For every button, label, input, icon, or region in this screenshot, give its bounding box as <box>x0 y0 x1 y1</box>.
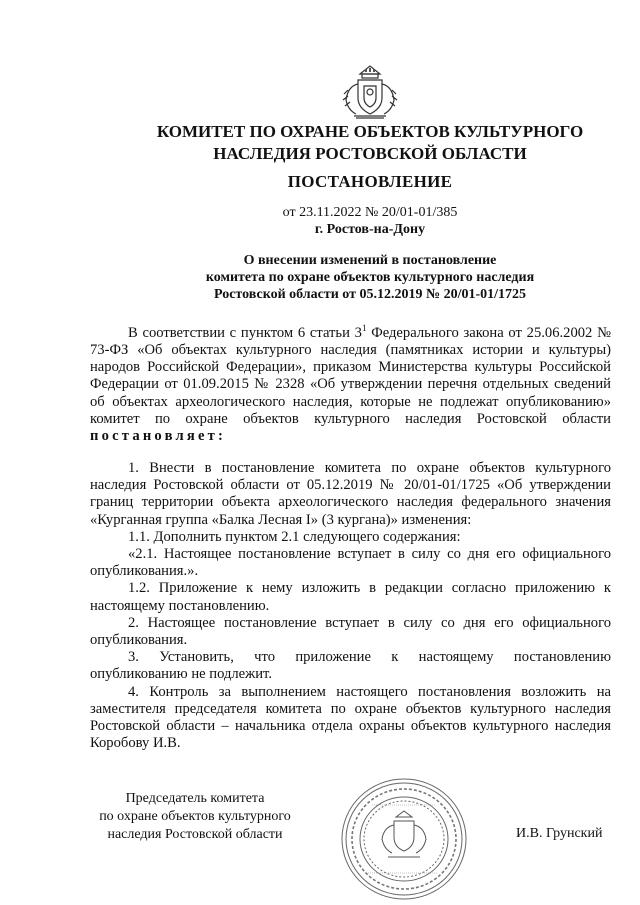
subject-line-1: О внесении изменений в постановление <box>243 253 497 268</box>
official-seal-icon <box>338 775 470 903</box>
position-line-1: Председатель комитета <box>125 791 265 806</box>
item-3: 3. Установить, что приложение к настоящему постановлению опубликованию не подлежит. <box>90 649 611 683</box>
document-type: ПОСТАНОВЛЕНИЕ <box>287 172 453 191</box>
decree-word: постановляет: <box>90 428 227 445</box>
item-1: 1. Внести в постановление комитета по охране объектов культурного наследия Ростовской области от 05.12.2019 № 20/01-01/1725 «Об утверждении границ территории объекта археологического наследия федерального значения «Курганная группа «Балка Лесная I» (3 кургана)» изменения: <box>90 460 611 528</box>
signatory-name: И.В. Грунский <box>516 826 603 841</box>
preamble-text-2: Федерального закона от 25.06.2002 № 73-ФЗ «Об объектах культурного наследия (памятниках истории и культуры) народов Российской Федерации», приказом Министерства культуры Российской Федерации от 01.09.2015 № 2328 «Об утверждении перечня отдельных сведений об объектах археологического наследия, которые не подлежат опубликованию» комитет по охране объектов культурного наследия Ростовской области <box>90 324 611 427</box>
preamble-superscript: 1 <box>361 323 367 333</box>
item-1-2: 1.2. Приложение к нему изложить в редакции согласно приложению к настоящему постановлению. <box>90 580 611 614</box>
signatory-position <box>90 790 300 844</box>
document-subject <box>150 252 590 303</box>
subject-line-2: комитета по охране объектов культурного наследия <box>205 270 535 285</box>
item-4: 4. Контроль за выполнением настоящего постановления возложить на заместителя председателя комитета по охране объектов культурного наследия Ростовской области – начальника отдела охраны объектов культурного наследия Коробову И.В. <box>90 683 611 752</box>
item-1-1-quote: «2.1. Настоящее постановление вступает в силу со дня его официального опубликования.». <box>90 546 611 580</box>
date-and-number: от 23.11.2022 № 20/01-01/385 <box>282 205 458 220</box>
coat-of-arms-icon <box>338 60 402 124</box>
preamble-paragraph <box>90 320 611 445</box>
position-line-2: по охране объектов культурного <box>99 809 291 824</box>
city: г. Ростов-на-Дону <box>314 222 426 237</box>
item-1-1: 1.1. Дополнить пунктом 2.1 следующего содержания: <box>128 528 461 545</box>
organization-name <box>130 121 610 165</box>
preamble-text-1: В соответствии с пунктом 6 статьи 3 <box>128 324 362 341</box>
org-line-1: КОМИТЕТ ПО ОХРАНЕ ОБЪЕКТОВ КУЛЬТУРНОГО <box>156 122 584 141</box>
item-2: 2. Настоящее постановление вступает в силу со дня его официального опубликования. <box>90 614 611 649</box>
subject-line-3: Ростовской области от 05.12.2019 № 20/01-01/1725 <box>213 287 527 302</box>
position-line-3: наследия Ростовской области <box>107 827 283 842</box>
preamble <box>90 320 611 445</box>
decree-items <box>90 460 611 752</box>
org-line-2: НАСЛЕДИЯ РОСТОВСКОЙ ОБЛАСТИ <box>213 144 527 163</box>
